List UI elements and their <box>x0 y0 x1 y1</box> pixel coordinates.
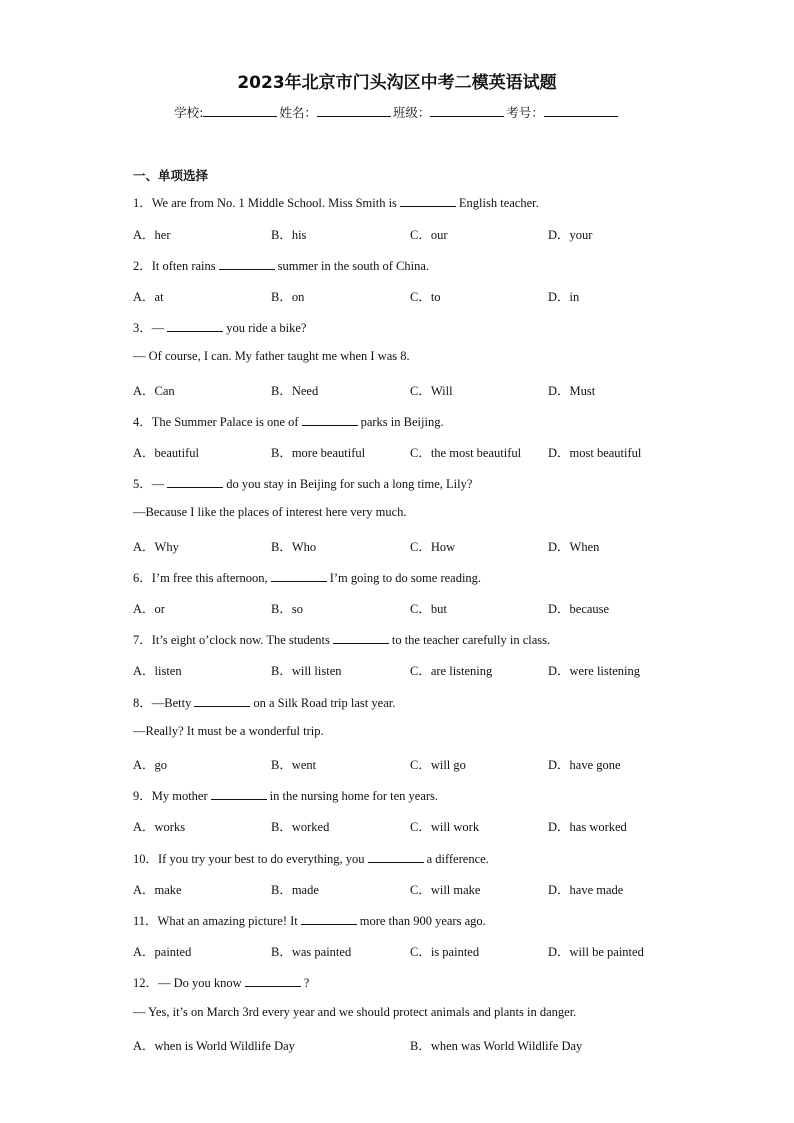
q6-option-d[interactable]: D．because <box>548 602 610 616</box>
answer-blank[interactable] <box>302 413 358 426</box>
q4-option-a[interactable]: A．beautiful <box>133 446 199 460</box>
q2-option-a[interactable]: A．at <box>133 290 164 304</box>
q7-option-b[interactable]: B．will listen <box>271 664 342 678</box>
question-4: 4．The Summer Palace is one of parks in Beijing. <box>133 415 444 429</box>
q12-option-a[interactable]: A．when is World Wildlife Day <box>133 1039 295 1053</box>
question-10: 10．If you try your best to do everything, you a difference. <box>133 852 489 866</box>
q8-option-a[interactable]: A．go <box>133 758 168 772</box>
question-5: 5．— do you stay in Beijing for such a long time, Lily? <box>133 477 473 491</box>
answer-blank[interactable] <box>219 257 275 270</box>
question-3-reply: — Of course, I can. My father taught me when I was 8. <box>133 349 410 363</box>
q2-option-c[interactable]: C．to <box>410 290 441 304</box>
q6-option-a[interactable]: A．or <box>133 602 165 616</box>
q9-option-d[interactable]: D．has worked <box>548 820 627 834</box>
answer-blank[interactable] <box>400 194 456 207</box>
name-label: 姓名： <box>279 105 317 120</box>
q2-option-d[interactable]: D．in <box>548 290 580 304</box>
answer-blank[interactable] <box>271 569 327 582</box>
question-7: 7．It’s eight o’clock now. The students to the teacher carefully in class. <box>133 633 551 647</box>
q11-option-c[interactable]: C．is painted <box>410 945 480 959</box>
q7-option-c[interactable]: C．are listening <box>410 664 493 678</box>
q9-option-c[interactable]: C．will work <box>410 820 480 834</box>
q10-option-a[interactable]: A．make <box>133 883 182 897</box>
question-5-reply: —Because I like the places of interest here very much. <box>133 505 407 519</box>
q1-option-d[interactable]: D．your <box>548 228 593 242</box>
q4-option-c[interactable]: C．the most beautiful <box>410 446 522 460</box>
question-2: 2．It often rains summer in the south of China. <box>133 259 429 273</box>
q1-option-c[interactable]: C．our <box>410 228 448 242</box>
answer-blank[interactable] <box>333 631 389 644</box>
class-field[interactable] <box>430 103 504 117</box>
q3-option-d[interactable]: D．Must <box>548 384 596 398</box>
section-heading: 一、单项选择 <box>133 168 209 183</box>
q6-option-b[interactable]: B．so <box>271 602 303 616</box>
q10-option-b[interactable]: B．made <box>271 883 319 897</box>
question-11: 11．What an amazing picture! It more than 900 years ago. <box>133 914 486 928</box>
q3-option-a[interactable]: A．Can <box>133 384 175 398</box>
question-12: 12．— Do you know ? <box>133 976 310 990</box>
q12-option-b[interactable]: B．when was World Wildlife Day <box>410 1039 583 1053</box>
q8-option-b[interactable]: B．went <box>271 758 317 772</box>
q11-option-a[interactable]: A．painted <box>133 945 192 959</box>
class-label: 班级： <box>392 105 431 120</box>
answer-blank[interactable] <box>167 319 223 332</box>
q11-option-d[interactable]: D．will be painted <box>548 945 644 959</box>
question-8-reply: —Really? It must be a wonderful trip. <box>133 724 324 738</box>
question-8: 8．—Betty on a Silk Road trip last year. <box>133 696 396 710</box>
q7-option-a[interactable]: A．listen <box>133 664 182 678</box>
q6-option-c[interactable]: C．but <box>410 602 447 616</box>
school-field[interactable] <box>203 103 277 117</box>
answer-blank[interactable] <box>167 475 223 488</box>
q7-option-d[interactable]: D．were listening <box>548 664 640 678</box>
number-label: 考号： <box>506 105 544 120</box>
q4-option-b[interactable]: B．more beautiful <box>271 446 366 460</box>
answer-blank[interactable] <box>245 974 301 987</box>
q5-option-a[interactable]: A．Why <box>133 540 179 554</box>
q3-option-b[interactable]: B．Need <box>271 384 319 398</box>
question-9: 9．My mother in the nursing home for ten years. <box>133 789 439 803</box>
q4-option-d[interactable]: D．most beautiful <box>548 446 642 460</box>
answer-blank[interactable] <box>211 787 267 800</box>
q1-option-b[interactable]: B．his <box>271 228 307 242</box>
student-info-row <box>0 103 794 121</box>
q10-option-c[interactable]: C．will make <box>410 883 481 897</box>
answer-blank[interactable] <box>301 912 357 925</box>
q11-option-b[interactable]: B．was painted <box>271 945 352 959</box>
q9-option-a[interactable]: A．works <box>133 820 186 834</box>
q8-option-d[interactable]: D．have gone <box>548 758 621 772</box>
question-6: 6．I’m free this afternoon, I’m going to do some reading. <box>133 571 482 585</box>
answer-blank[interactable] <box>194 694 250 707</box>
question-12-reply: — Yes, it’s on March 3rd every year and we should protect animals and plants in danger. <box>133 1005 577 1019</box>
q10-option-d[interactable]: D．have made <box>548 883 624 897</box>
q5-option-c[interactable]: C．How <box>410 540 456 554</box>
q5-option-b[interactable]: B．Who <box>271 540 317 554</box>
q9-option-b[interactable]: B．worked <box>271 820 330 834</box>
q2-option-b[interactable]: B．on <box>271 290 305 304</box>
q8-option-c[interactable]: C．will go <box>410 758 466 772</box>
school-label: 学校: <box>174 105 204 120</box>
page-title: 2023年北京市门头沟区中考二模英语试题 <box>237 73 557 93</box>
question-1: 1．We are from No. 1 Middle School. Miss Smith is English teacher. <box>133 196 539 210</box>
q5-option-d[interactable]: D．When <box>548 540 600 554</box>
number-field[interactable] <box>544 103 618 117</box>
answer-blank[interactable] <box>368 850 424 863</box>
q3-option-c[interactable]: C．Will <box>410 384 453 398</box>
q1-option-a[interactable]: A．her <box>133 228 171 242</box>
question-3: 3．— you ride a bike? <box>133 321 307 335</box>
name-field[interactable] <box>317 103 391 117</box>
